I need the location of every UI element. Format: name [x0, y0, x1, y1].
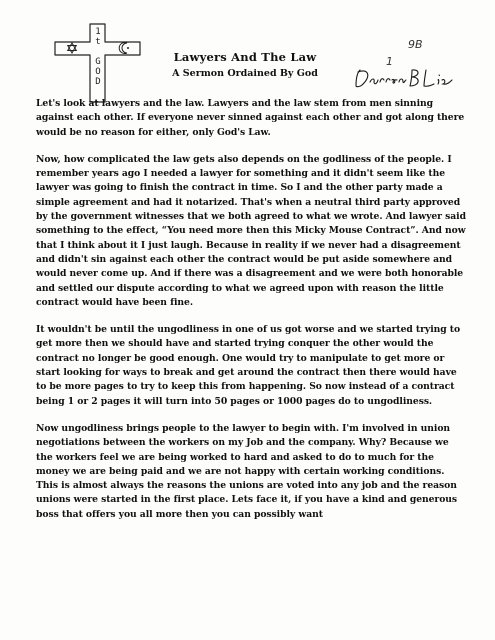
cross-logo	[52, 22, 144, 104]
cross-letter: D	[95, 77, 101, 87]
cross-letter: O	[95, 67, 101, 77]
cross-letter: G	[95, 57, 101, 67]
paragraph: It wouldn't be until the ungodliness in one of us got worse and we started trying to get more then we should have and started trying conquer the other would the contract no longer be good enough. One would try to manipulate to get more or start looking for ways to break and get around the contract then there would have to be more pages to try to keep this from happening. So now instead of a contract being 1 or 2 pages it will turn into 50 pages or 1000 pages do to ungodliness.	[36, 324, 461, 407]
cross-letters	[92, 22, 104, 87]
page-title: Lawyers And The Law	[173, 50, 317, 64]
paragraph: Let's look at lawyers and the law. Lawyers and the law stem from men sinning against each other. If everyone never sinned against each other and got along there would be no reason for either, only God's Law.	[36, 98, 465, 138]
page-subtitle: A Sermon Ordained By God	[172, 68, 318, 79]
signature-drawing	[350, 66, 460, 92]
star-of-david-icon	[68, 43, 77, 53]
page-mark: 9B	[408, 38, 423, 51]
paragraph: Now, how complicated the law gets also depends on the godliness of the people. I remember years ago I needed a lawyer for something and it didn't seem like the lawyer was going to finish the contract in time. So I and the other party made a simple agreement and had it notarized. That's when a neutral third party approved by the government witnesses that we both agreed to what we wrote. And lawyer said something to the effect, “You need more then this Micky Mouse Contract”. And now that I think about it I just laugh. Because in reality if we never had a disagreement and didn't sin against each other the contract would be put aside somewhere and would never come up. And if there was a disagreement and we were both honorable and settled our dispute according to what we agreed upon with reason the little contract would have been fine.	[36, 153, 466, 308]
paragraph: Now ungodliness brings people to the lawyer to begin with. I'm involved in union negotiations between the workers on my Job and the company. Why? Because we the workers feel we are being worked to hard and asked to do to much for the money we are being paid and we are not happy with certain working conditions. This is almost always the reasons the unions are voted into any job and the reason unions were started in the first place. Lets face it, if you have a kind and generous boss that offers you all more then you can possibly want	[36, 422, 458, 520]
cross-letter: t	[95, 37, 101, 47]
crescent-star-icon	[119, 43, 129, 54]
sermon-body	[36, 97, 466, 535]
handwritten-signature	[350, 66, 460, 92]
page-number: 1	[386, 55, 393, 68]
cross-letter: 1	[95, 27, 101, 37]
